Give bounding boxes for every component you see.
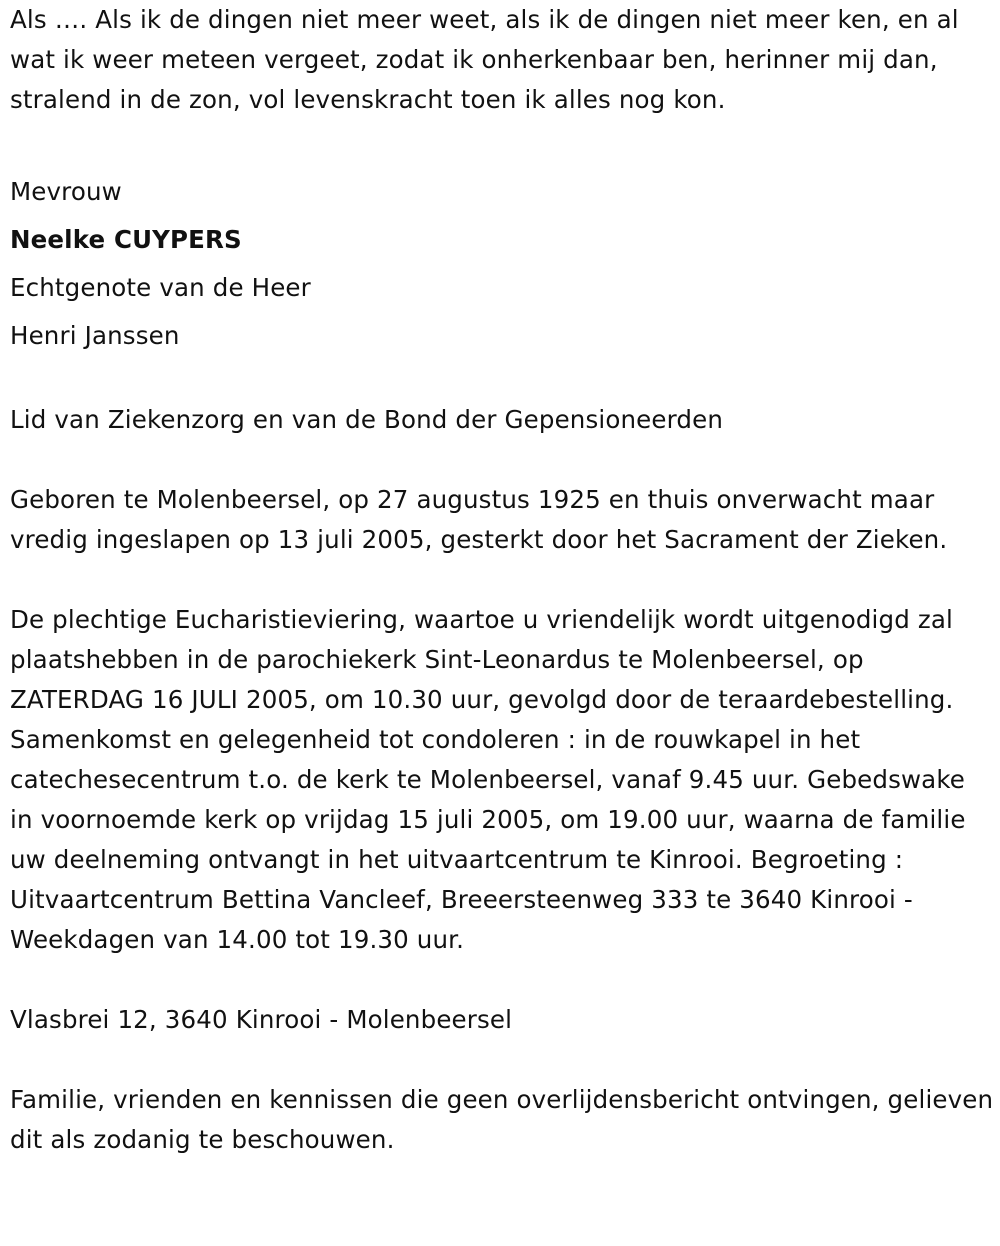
address-line: Vlasbrei 12, 3640 Kinrooi - Molenbeersel [10, 1005, 513, 1034]
obituary-document [10, 0, 995, 1160]
salutation: Mevrouw [10, 177, 122, 206]
spouse-line-1: Echtgenote van de Heer [10, 273, 311, 302]
opening-poem: Als …. Als ik de dingen niet meer weet, als ik de dingen niet meer ken, en al wat ik weer meteen vergeet, zodat ik onherkenbaar ben, herinner mij dan, stralend in de zon, vol levenskracht toen ik alles nog kon. [10, 5, 959, 114]
closing-paragraph: Familie, vrienden en kennissen die geen overlijdensbericht ontvingen, gelieven dit als zodanig te beschouwen. [10, 1085, 994, 1154]
membership-line: Lid van Ziekenzorg en van de Bond der Gepensioneerden [10, 405, 724, 434]
spouse-line-2: Henri Janssen [10, 321, 180, 350]
deceased-name: Neelke CUYPERS [10, 225, 242, 254]
ceremony-paragraph: De plechtige Eucharistieviering, waartoe u vriendelijk wordt uitgenodigd zal plaatshebben in de parochiekerk Sint-Leonardus te Molenbeersel, op ZATERDAG 16 JULI 2005, om 10.30 uur, gevolgd door de teraardebestelling. Samenkomst en gelegenheid tot condoleren : in de rouwkapel in het catechesecentrum t.o. de kerk te Molenbeersel, vanaf 9.45 uur. Gebedswake in voornoemde kerk op vrijdag 15 juli 2005, om 19.00 uur, waarna de familie uw deelneming ontvangt in het uitvaartcentrum te Kinrooi. Begroeting : Uitvaartcentrum Bettina Vancleef, Breeersteenweg 333 te 3640 Kinrooi -Weekdagen van 14.00 tot 19.30 uur. [10, 605, 966, 954]
birth-death-paragraph: Geboren te Molenbeersel, op 27 augustus 1925 en thuis onverwacht maar vredig ingeslapen op 13 juli 2005, gesterkt door het Sacrament der Zieken. [10, 485, 948, 554]
